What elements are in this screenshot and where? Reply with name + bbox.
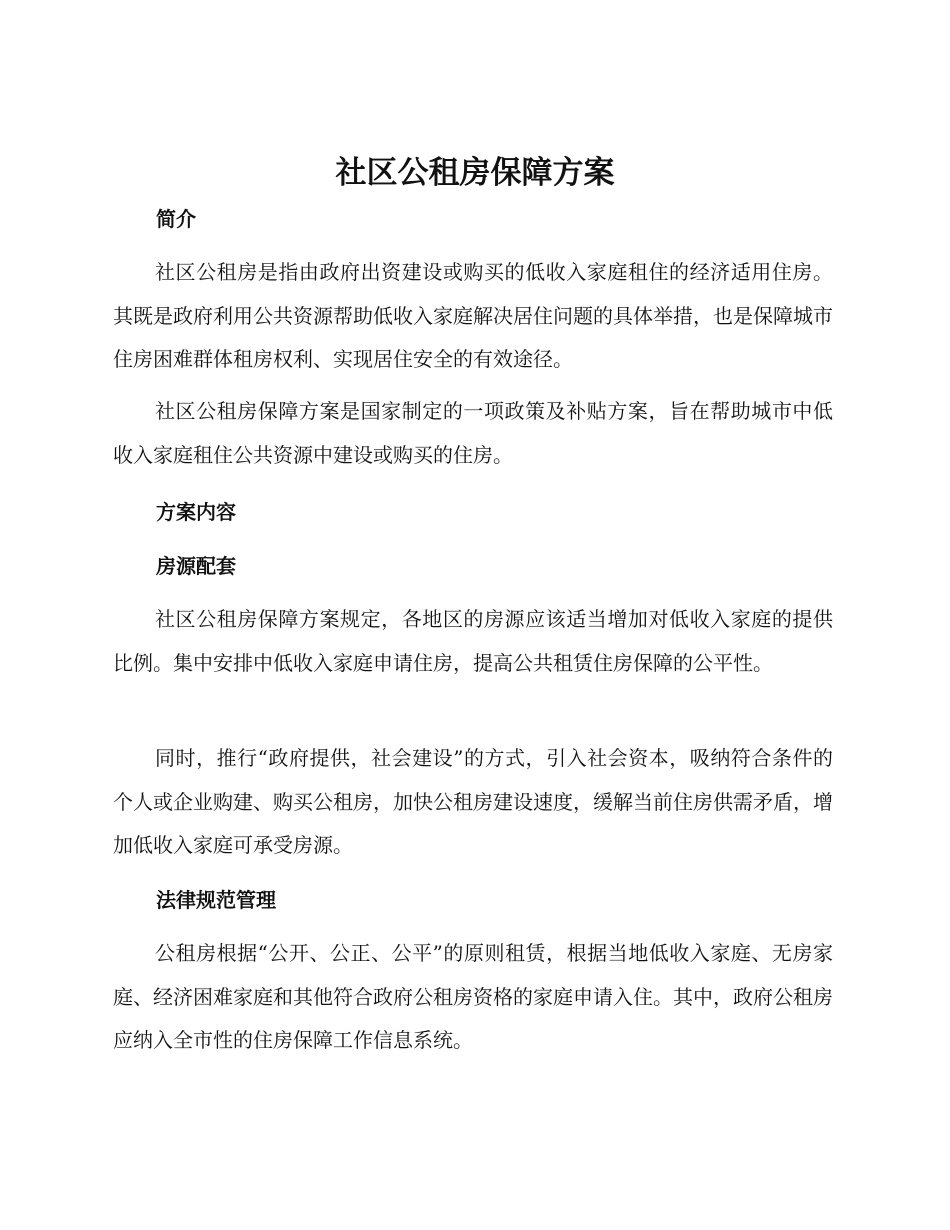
section-heading-legal: 法律规范管理 <box>156 888 276 912</box>
section-heading-content: 方案内容 <box>156 500 236 524</box>
section-heading-intro: 简介 <box>156 207 196 231</box>
section-heading-housing: 房源配套 <box>156 554 236 578</box>
paragraph-housing-1: 社区公租房保障方案规定，各地区的房源应该适当增加对低收入家庭的提供比例。集中安排中低收入家庭申请住房，提高公共租赁住房保障的公平性。 <box>113 607 833 675</box>
paragraph-housing-2: 同时，推行“政府提供，社会建设”的方式，引入社会资本，吸纳符合条件的个人或企业购建、购买公租房，加快公租房建设速度，缓解当前住房供需矛盾，增加低收入家庭可承受房源。 <box>113 746 833 857</box>
paragraph-intro-2: 社区公租房保障方案是国家制定的一项政策及补贴方案，旨在帮助城市中低收入家庭租住公共资源中建设或购买的住房。 <box>113 399 833 467</box>
page-title: 社区公租房保障方案 <box>335 155 615 191</box>
paragraph-intro-1: 社区公租房是指由政府出资建设或购买的低收入家庭租住的经济适用住房。其既是政府利用公共资源帮助低收入家庭解决居住问题的具体举措，也是保障城市住房困难群体租房权利、实现居住安全的有效途径。 <box>113 260 833 371</box>
paragraph-legal-1: 公租房根据“公开、公正、公平”的原则租赁，根据当地低收入家庭、无房家庭、经济困难家庭和其他符合政府公租房资格的家庭申请入住。其中，政府公租房应纳入全市性的住房保障工作信息系统。 <box>113 941 833 1052</box>
